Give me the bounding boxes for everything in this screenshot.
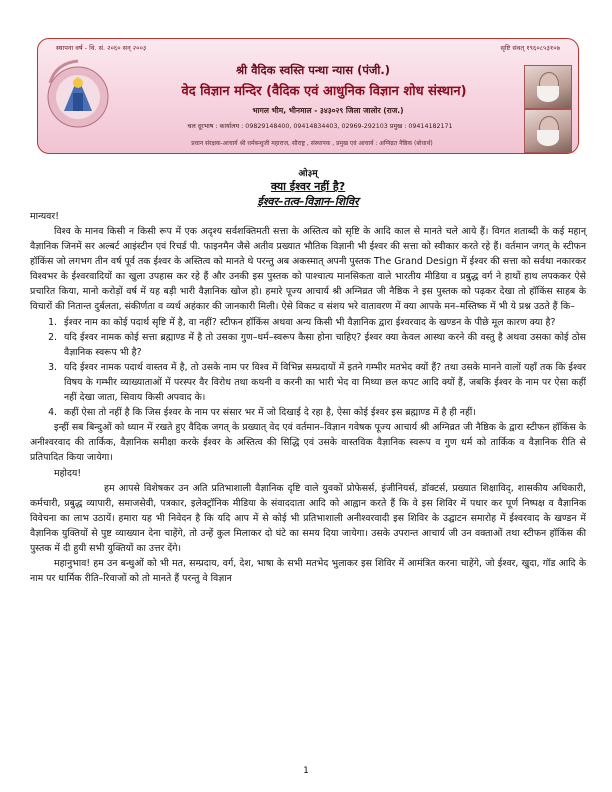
page-number: 1	[303, 766, 309, 776]
letterhead-topline	[56, 43, 560, 53]
institute-name: वेद विज्ञान मन्दिर (वैदिक एवं आधुनिक विज्ञान शोध संस्थान)	[181, 84, 467, 99]
creation-era: सृष्टि संवत् १९६०८५३१०७	[500, 44, 560, 52]
main-question-title: क्या ईश्वर नहीं है?	[270, 180, 346, 193]
question-list	[30, 315, 586, 421]
institute-address: भागल भीम, भीनमाल - ३४३०२९ जिला जालोर (राज.)	[252, 106, 404, 115]
portrait-photo-acharya	[524, 109, 572, 153]
salutation: मान्यवर!	[30, 211, 59, 222]
camp-purpose-paragraph: इन्हीं सब बिन्दुओं को ध्यान में रखते हुए वैदिक जगत् के प्रख्यात् वेद एवं वर्तमान–विज्ञान गवेषक पूज्य आचार्य श्री अग्निव्रत जी नैष्ठिक के द्वारा स्टीफन हॉकिंस के अनीश्वरवाद की तार्किक, वैज्ञानिक समीक्षा करके ईश्वर के अस्तित्व की सिद्धि एवं उसके वास्तविक वैज्ञानिक स्वरूप व गुण धर्म को तार्किक व वैज्ञानिक रीति से प्रतिपादित किया जायेगा।	[30, 422, 586, 464]
om-emblem-logo	[42, 53, 122, 145]
question-item: 3. यदि ईश्वर नामक पदार्थ वास्तव में है, तो उसके नाम पर विश्व में विभिन्न सम्प्रदायों में इतने गम्भीर मतभेद क्यों हैं? तथा उसके मानने वालों यहाँ तक कि ईश्वर विषय के गम्भीर व्याख्याताओं में परस्पर वैर विरोध तथा कथनी व करनी का भारी भेद वा मिथ्या छल कपट आदि क्यों हैं, जबकि ईश्वर के नाम पर ऐसा कहीं नहीं देखा जाता, सिवाय किसी अपवाद के।	[60, 360, 586, 405]
contact-numbers: चल दूरभाष : कार्यालय : 09829148400, 09414834403, 02969-292103 प्रमुख : 09414182171	[187, 123, 453, 130]
founding-year: स्थापना वर्ष - वि. सं. २०६० सन् २००३	[56, 44, 147, 52]
letterhead	[37, 38, 579, 154]
question-item: 1. ईश्वर नाम का कोई पदार्थ सृष्टि में है, वा नहीं? स्टीफन हॉकिंस अथवा अन्य किसी भी वैज्ञानिक द्वारा ईश्वरवाद के खण्डन के पीछे मूल कारण क्या है?	[60, 315, 586, 330]
question-item: 4. कहीं ऐसा तो नहीं है कि जिस ईश्वर के नाम पर संसार भर में जो दिखाई दे रहा है, ऐसा कोई ईश्वर इस ब्रह्माण्ड में है ही नहीं।	[60, 405, 586, 420]
intro-paragraph: विश्व के मानव किसी न किसी रूप में एक अदृश्य सर्वशक्तिमती सत्ता के अस्तित्व को सृष्टि के आदि काल से मानते चले आये हैं। विगत शताब्दी के कई महान् वैज्ञानिक जिनमें सर अल्बर्ट आइंस्टीन एवं रिचर्ड पी. फाइनमैन जैसे अतीव प्रख्यात भौतिक विज्ञानी भी ईश्वर की सत्ता को स्वीकार करते रहे हैं। वर्तमान जगत् के स्टीफन हॉकिंस जो लगभग तीन वर्ष पूर्व तक ईश्वर के अस्तित्व को मानते थे परन्तु अब अकस्मात् अपनी पुस्तक The Grand Design में ईश्वर की सत्ता को सर्वथा नकारकर विश्वभर के ईश्वरवादियों का खुला उपहास कर रहे हैं और उनकी इस पुस्तक को पाश्चात्य मानसिकता वाले भारतीय मीडिया व प्रबुद्ध वर्ग ने हाथों हाथ लपककर ऐसे प्रचारित किया, मानो करोड़ों वर्ष में यह बड़ी भारी वैज्ञानिक खोज हो। हमारे पूज्य आचार्य श्री अग्निव्रत जी नैष्ठिक ने इस पुस्तक को पढ़कर देखा तो हॉकिंस साहब के विचारों की नितान्त दुर्बलता, संकीर्णता व व्यर्थ अहंकार की जानकारी मिली। ऐसे विकट व संशय भरे वातावरण में क्या आपके मन–मस्तिष्क में भी ये प्रश्न उठते हैं कि–	[30, 226, 587, 313]
closing-paragraph: महानुभाव! हम उन बन्धुओं को भी मत, सम्प्रदाय, वर्ग, देश, भाषा के सभी मतभेद भुलाकर इस शिविर में आमंत्रित करना चाहेंगे, जो ईश्वर, खुदा, गॉड आदि के नाम पर धार्मिक रीति–रिवाजों को तो मानते हैं परन्तु वे विज्ञान	[30, 558, 586, 585]
camp-subtitle: ईश्वर–तत्व–विज्ञान–शिविर	[257, 195, 359, 208]
madam-salutation: महोदय!	[54, 467, 82, 479]
patron-line: प्रधान संरक्षक-आचार्य श्री धर्मबन्धुजी महाराज, सौराष्ट्र , संस्थापक , प्रमुख एवं आचार्य : अग्निव्रत नैष्ठिक (बोधार्थ)	[191, 140, 433, 147]
portrait-photo-guru	[524, 65, 572, 109]
question-item: 2. यदि ईश्वर नामक कोई सत्ता ब्रह्माण्ड में है तो उसका गुण–धर्म–स्वरूप कैसा होना चाहिए? ईश्वर क्या केवल आस्था करने की वस्तु है अथवा उसका कोई ठोस वैज्ञानिक स्वरूप भी है?	[60, 330, 586, 360]
trust-title: श्री वैदिक स्वस्ति पन्था न्यास (पंजी.)	[236, 63, 390, 77]
om-heading: ओ३म्	[298, 169, 318, 179]
letter-body	[30, 168, 586, 586]
invitation-paragraph: हम आपसे विशेषकर उन अति प्रतिभाशाली वैज्ञानिक दृष्टि वाले युवकों प्रोफेसर्स, इंजीनियर्स, डॉक्टर्स, प्रख्यात शिक्षाविद्, शासकीय अधिकारी, कर्मचारी, प्रबुद्ध व्यापारी, समाजसेवी, पत्रकार, इलेक्ट्रॉनिक मीडिया के संवाददाता आदि को आह्वान करते हैं कि वे इस शिविर में पधार कर पूर्ण निष्पक्ष व वैज्ञानिक विवेचना का लाभ उठायें। हमारा यह भी निवेदन है कि यदि आप में से कोई भी प्रतिभाशाली अनीश्वरवादी इस शिविर के उद्घाटन समारोह में ईश्वरवाद के खण्डन में वैज्ञानिक युक्तियों से पुष्ट व्याख्यान देना चाहेंगे, तो उन्हें कुल मिलाकर दो घंटे का समय दिया जायेगा। उसके उपरान्त आचार्य जी उन वक्ताओं तथा स्टीफन हॉकिंस की पुस्तक में दी हुयी सभी युक्तियों का उत्तर देंगे।	[30, 482, 586, 554]
